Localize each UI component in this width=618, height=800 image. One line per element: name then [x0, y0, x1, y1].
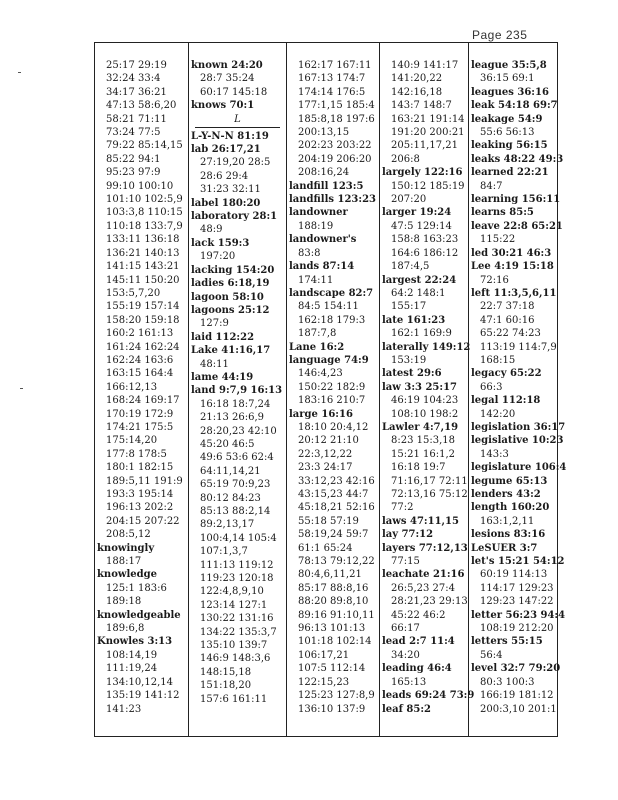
index-refs: 189:18: [106, 596, 142, 608]
index-refs: 185:8,18 197:6: [298, 113, 375, 125]
index-refs: 162:17 167:11: [298, 60, 372, 71]
index-refs: 66:17: [391, 623, 420, 635]
index-refs: 177:1,15 185:4: [298, 100, 375, 112]
index-refs: 165:13: [391, 676, 427, 688]
index-refs: 23:3 24:17: [298, 462, 353, 474]
index-refs: 135:19 141:12: [106, 690, 180, 702]
index-refs: 170:19 172:9: [106, 408, 174, 420]
index-refs: 79:22 85:14,15: [106, 140, 183, 152]
index-refs: 135:10 139:7: [200, 640, 268, 652]
index-refs: 48:11: [200, 358, 229, 370]
index-term: learned 22:21: [471, 167, 549, 179]
index-refs: 189:5,11 191:9: [106, 475, 183, 487]
index-refs: 134:22 135:3,7: [200, 626, 277, 638]
index-refs: 28:20,23 42:10: [200, 425, 277, 437]
index-refs: 150:22 182:9: [298, 381, 366, 393]
index-refs: 106:17,21: [298, 649, 350, 661]
index-refs: 153:19: [391, 354, 427, 366]
index-refs: 18:10 20:4,12: [298, 421, 369, 433]
index-refs: 196:13 202:2: [106, 502, 174, 514]
index-term: leachate 21:16: [382, 569, 465, 581]
index-term: leak 54:18 69:7: [471, 100, 558, 112]
index-refs: 155:19 157:14: [106, 301, 180, 313]
index-refs: 123:14 127:1: [200, 599, 268, 611]
index-term: knowledge: [97, 569, 157, 581]
index-column-3: [289, 59, 377, 716]
index-refs: 141:15 143:21: [106, 261, 180, 273]
index-refs: 77:15: [391, 556, 420, 568]
index-term: Lane 16:2: [289, 341, 345, 353]
index-refs: 200:13,15: [298, 127, 350, 139]
index-term: landowner's: [289, 234, 357, 246]
index-term: letter 56:23 94:4: [471, 609, 566, 621]
index-refs: 163:15 164:4: [106, 368, 174, 380]
index-refs: 107:1,3,7: [200, 546, 248, 558]
index-refs: 65:19 70:9,23: [200, 479, 271, 491]
index-term: lay 77:12: [382, 529, 434, 541]
index-refs: 34:17 36:21: [106, 86, 167, 98]
index-column-4: [382, 59, 475, 716]
index-refs: 111:19,24: [106, 663, 158, 675]
index-refs: 167:13 174:7: [298, 73, 366, 85]
index-refs: 72:16: [480, 274, 509, 286]
index-refs: 33:12,23 42:16: [298, 475, 375, 487]
index-refs: 20:12 21:10: [298, 435, 359, 447]
index-refs: 15:21 16:1,2: [391, 448, 455, 460]
index-refs: 200:3,10 201:1: [480, 703, 557, 715]
page-label: Page: [472, 28, 503, 42]
index-refs: 61:1 65:24: [298, 542, 353, 554]
index-refs: 163:21 191:14: [391, 113, 465, 125]
index-refs: 136:10 137:9: [298, 703, 366, 715]
index-refs: 111:13 119:12: [200, 559, 274, 571]
column-divider: [468, 43, 469, 736]
index-refs: 88:20 89:8,10: [298, 596, 369, 608]
index-refs: 183:16 210:7: [298, 395, 366, 407]
index-term: landfill 123:5: [289, 180, 364, 192]
index-term: lagoon 58:10: [191, 291, 264, 303]
index-term: lead 2:7 11:4: [382, 636, 455, 648]
index-refs: 141:23: [106, 703, 142, 715]
index-term: landfills 123:23: [289, 194, 377, 206]
index-refs: 22:7 37:18: [480, 301, 535, 313]
index-refs: 155:17: [391, 301, 427, 313]
index-term: Knowles 3:13: [97, 636, 173, 648]
index-refs: 77:2: [391, 502, 414, 514]
column-divider: [188, 43, 189, 736]
index-refs: 58:21 71:11: [106, 113, 167, 125]
index-refs: 162:1 169:9: [391, 328, 452, 340]
index-refs: 202:23 203:22: [298, 140, 372, 152]
index-refs: 143:3: [480, 448, 509, 460]
index-term: language 74:9: [289, 354, 369, 366]
index-refs: 85:13 88:2,14: [200, 506, 271, 517]
index-refs: 89:2,13,17: [200, 519, 255, 531]
index-refs: 85:17 88:8,16: [298, 582, 369, 594]
index-refs: 168:15: [480, 354, 516, 366]
index-term: laws 47:11,15: [382, 515, 459, 527]
index-refs: 107:5 112:14: [298, 663, 366, 675]
index-term: leakage 54:9: [471, 113, 543, 125]
index-term: letters 55:15: [471, 636, 543, 648]
index-refs: 45:18,21 52:16: [298, 502, 375, 514]
index-refs: 43:15,23 44:7: [298, 489, 369, 500]
index-term: landscape 82:7: [289, 287, 374, 299]
index-refs: 134:10,12,14: [106, 676, 173, 688]
index-refs: 140:9 141:17: [391, 60, 459, 71]
index-refs: 158:20 159:18: [106, 314, 180, 326]
index-term: leads 69:24 73:9: [382, 690, 475, 702]
index-refs: 16:18 18:7,24: [200, 398, 271, 410]
index-refs: 55:18 57:19: [298, 515, 359, 527]
index-refs: 28:6 29:4: [200, 170, 249, 182]
index-refs: 122:4,8,9,10: [200, 586, 264, 598]
index-refs: 28:21,23 29:13: [391, 596, 468, 608]
index-refs: 48:9: [200, 224, 223, 236]
index-refs: 191:20 200:21: [391, 127, 465, 139]
index-refs: 141:20,22: [391, 73, 443, 85]
index-refs: 65:22 74:23: [480, 328, 541, 340]
index-refs: 34:20: [391, 649, 420, 661]
index-refs: 89:16 91:10,11: [298, 609, 375, 621]
index-refs: 162:24 163:6: [106, 354, 174, 366]
scan-mark: [18, 72, 21, 73]
index-refs: 174:14 176:5: [298, 86, 366, 98]
index-refs: 175:14,20: [106, 435, 158, 447]
index-refs: 96:13 101:13: [298, 623, 366, 635]
index-refs: 187:7,8: [298, 328, 337, 340]
index-refs: 80:4,6,11,21: [298, 569, 362, 581]
index-term: largest 22:24: [382, 274, 457, 286]
index-refs: 153:5,7,20: [106, 287, 161, 299]
index-refs: 160:2 161:13: [106, 328, 174, 340]
index-refs: 47:5 129:14: [391, 220, 452, 232]
index-refs: 103:3,8 110:15: [106, 207, 183, 219]
index-term: legume 65:13: [471, 475, 548, 487]
index-refs: 145:11 150:20: [106, 274, 180, 286]
index-refs: 25:17 29:19: [106, 60, 167, 71]
index-refs: 108:10 198:2: [391, 408, 459, 420]
index-refs: 206:8: [391, 153, 420, 165]
index-refs: 78:13 79:12,22: [298, 556, 375, 568]
index-refs: 197:20: [200, 251, 236, 263]
index-term: LeSUER 3:7: [471, 542, 538, 554]
index-term: knows 70:1: [191, 100, 255, 112]
index-term: land 9:7,9 16:13: [191, 385, 283, 397]
index-term: Lee 4:19 15:18: [471, 261, 554, 273]
index-refs: 207:20: [391, 194, 427, 206]
index-refs: 166:19 181:12: [480, 690, 554, 702]
index-term: latest 29:6: [382, 368, 442, 380]
index-refs: 122:15,23: [298, 676, 350, 688]
index-refs: 174:11: [298, 274, 334, 286]
index-term: leagues 36:16: [471, 86, 549, 98]
index-refs: 108:14,19: [106, 649, 158, 661]
index-refs: 45:20 46:5: [200, 438, 255, 450]
index-refs: 127:9: [200, 318, 229, 330]
index-refs: 21:13 26:6,9: [200, 412, 264, 424]
index-refs: 162:18 179:3: [298, 314, 366, 326]
index-term: Lawler 4:7,19: [382, 421, 459, 433]
index-term: leading 46:4: [382, 663, 452, 675]
index-refs: 142:20: [480, 408, 516, 420]
index-refs: 55:6 56:13: [480, 127, 535, 139]
index-term: lesions 83:16: [471, 529, 546, 541]
index-term: legislature 106:4: [471, 462, 567, 474]
scan-mark: [20, 388, 23, 389]
index-refs: 114:17 129:23: [480, 582, 554, 594]
index-refs: 47:13 58:6,20: [106, 100, 177, 112]
index-refs: 101:18 102:14: [298, 636, 372, 648]
index-refs: 36:15 69:1: [480, 73, 535, 85]
index-refs: 146:4,23: [298, 368, 343, 380]
index-refs: 204:15 207:22: [106, 515, 180, 527]
index-refs: 113:19 114:7,9: [480, 341, 557, 353]
index-term: left 11:3,5,6,11: [471, 287, 557, 299]
index-refs: 189:6,8: [106, 623, 145, 635]
index-refs: 108:19 212:20: [480, 623, 554, 635]
index-term: leaking 56:15: [471, 140, 548, 152]
index-refs: 8:23 15:3,18: [391, 435, 455, 447]
index-refs: 208:5,12: [106, 529, 151, 541]
index-refs: 161:24 162:24: [106, 341, 180, 353]
index-column-5: [471, 59, 567, 716]
index-term: layers 77:12,13: [382, 542, 468, 554]
index-refs: 115:22: [480, 234, 516, 246]
index-refs: 83:8: [298, 247, 321, 259]
index-term: length 160:20: [471, 502, 550, 514]
index-refs: 60:17 145:18: [200, 86, 268, 98]
index-refs: 187:4,5: [391, 261, 430, 273]
index-frame: [94, 42, 567, 737]
index-refs: 136:21 140:13: [106, 247, 180, 259]
index-refs: 46:19 104:23: [391, 395, 459, 407]
page-number-value: 235: [505, 28, 528, 42]
index-term: lame 44:19: [191, 371, 254, 383]
index-term: learning 156:11: [471, 194, 561, 206]
index-term: known 24:20: [191, 60, 263, 71]
index-refs: 205:11,17,21: [391, 140, 458, 152]
index-refs: 60:19 114:13: [480, 569, 548, 581]
index-refs: 64:2 148:1: [391, 287, 446, 299]
index-refs: 73:24 77:5: [106, 127, 161, 139]
index-column-1: [97, 59, 185, 716]
index-term: legacy 65:22: [471, 368, 542, 380]
index-term: laid 112:22: [191, 331, 255, 343]
index-term: leaks 48:22 49:3: [471, 153, 564, 165]
page-number: [472, 28, 602, 42]
index-refs: 49:6 53:6 62:4: [200, 452, 274, 464]
index-refs: 146:9 148:3,6: [200, 653, 271, 665]
index-refs: 47:1 60:16: [480, 314, 535, 326]
index-refs: 177:8 178:5: [106, 448, 167, 460]
index-term: led 30:21 46:3: [471, 247, 552, 259]
index-term: large 16:16: [289, 408, 353, 420]
index-refs: 164:6 186:12: [391, 247, 459, 259]
index-refs: 84:7: [480, 180, 503, 192]
index-refs: 130:22 131:16: [200, 613, 274, 625]
index-refs: 27:19,20 28:5: [200, 157, 271, 169]
index-term: knowledgeable: [97, 609, 181, 621]
index-refs: 133:11 136:18: [106, 234, 180, 246]
index-refs: 45:22 46:2: [391, 609, 446, 621]
index-refs: 71:16,17 72:11: [391, 475, 468, 487]
index-term: ladies 6:18,19: [191, 278, 270, 290]
index-refs: 163:1,2,11: [480, 515, 535, 527]
index-term: largely 122:16: [382, 167, 463, 179]
index-term: learns 85:5: [471, 207, 534, 219]
index-refs: 110:18 133:7,9: [106, 220, 183, 232]
index-term: laboratory 28:1: [191, 211, 278, 223]
index-refs: 166:12,13: [106, 381, 158, 393]
index-term: lacking 154:20: [191, 264, 275, 276]
index-refs: 174:21 175:5: [106, 421, 174, 433]
index-refs: 58:19,24 59:7: [298, 529, 369, 541]
index-term: knowingly: [97, 542, 155, 554]
index-refs: 101:10 102:5,9: [106, 194, 183, 206]
index-refs: 142:16,18: [391, 86, 443, 98]
index-term: law 3:3 25:17: [382, 381, 457, 393]
index-refs: 22:3,12,22: [298, 448, 353, 460]
index-refs: 148:15,18: [200, 666, 252, 678]
index-refs: 56:4: [480, 649, 503, 661]
index-refs: 85:22 94:1: [106, 153, 161, 165]
index-term: level 32:7 79:20: [471, 663, 561, 675]
index-refs: 28:7 35:24: [200, 73, 255, 85]
index-term: late 161:23: [382, 314, 446, 326]
index-term: lands 87:14: [289, 261, 355, 273]
index-refs: 72:13,16 75:12: [391, 489, 468, 500]
index-refs: 80:12 84:23: [200, 492, 261, 504]
index-refs: 16:18 19:7: [391, 462, 446, 474]
index-term: L-Y-N-N 81:19: [191, 130, 269, 142]
section-letter: L: [195, 113, 280, 128]
index-refs: 84:5 154:11: [298, 301, 359, 313]
index-column-2: [191, 59, 284, 706]
column-divider: [286, 43, 287, 736]
index-term: label 180:20: [191, 197, 261, 209]
index-term: Lake 41:16,17: [191, 345, 271, 357]
index-term: lagoons 25:12: [191, 304, 270, 316]
index-refs: 99:10 100:10: [106, 180, 174, 192]
index-refs: 66:3: [480, 381, 503, 393]
index-refs: 143:7 148:7: [391, 100, 452, 112]
index-refs: 95:23 97:9: [106, 167, 161, 179]
index-term: larger 19:24: [382, 207, 452, 219]
index-refs: 180:1 182:15: [106, 462, 174, 474]
index-refs: 204:19 206:20: [298, 153, 372, 165]
index-term: leave 22:8 65:21: [471, 220, 563, 232]
index-refs: 188:19: [298, 220, 334, 232]
index-refs: 32:24 33:4: [106, 73, 161, 85]
index-term: legislative 10:23: [471, 435, 564, 447]
index-term: league 35:5,8: [471, 60, 547, 71]
column-divider: [379, 43, 380, 736]
index-refs: 100:4,14 105:4: [200, 532, 277, 544]
index-term: legal 112:18: [471, 395, 541, 407]
index-refs: 158:8 163:23: [391, 234, 459, 246]
index-refs: 151:18,20: [200, 680, 252, 692]
index-term: lab 26:17,21: [191, 144, 261, 156]
index-refs: 125:23 127:8,9: [298, 690, 375, 702]
index-refs: 80:3 100:3: [480, 676, 535, 688]
index-refs: 26:5,23 27:4: [391, 582, 455, 594]
index-term: leaf 85:2: [382, 703, 431, 715]
index-refs: 31:23 32:11: [200, 184, 261, 196]
index-term: lack 159:3: [191, 237, 250, 249]
index-refs: 157:6 161:11: [200, 693, 268, 705]
index-term: lenders 43:2: [471, 489, 541, 500]
index-refs: 188:17: [106, 556, 142, 568]
index-term: laterally 149:12: [382, 341, 471, 353]
index-refs: 150:12 185:19: [391, 180, 465, 192]
index-refs: 125:1 183:6: [106, 582, 167, 594]
index-refs: 129:23 147:22: [480, 596, 554, 608]
index-term: let's 15:21 54:12: [471, 556, 565, 568]
index-refs: 193:3 195:14: [106, 489, 174, 500]
index-refs: 208:16,24: [298, 167, 350, 179]
index-refs: 119:23 120:18: [200, 573, 274, 585]
index-refs: 64:11,14,21: [200, 465, 261, 477]
index-term: landowner: [289, 207, 348, 219]
index-term: legislation 36:17: [471, 421, 566, 433]
index-refs: 168:24 169:17: [106, 395, 180, 407]
